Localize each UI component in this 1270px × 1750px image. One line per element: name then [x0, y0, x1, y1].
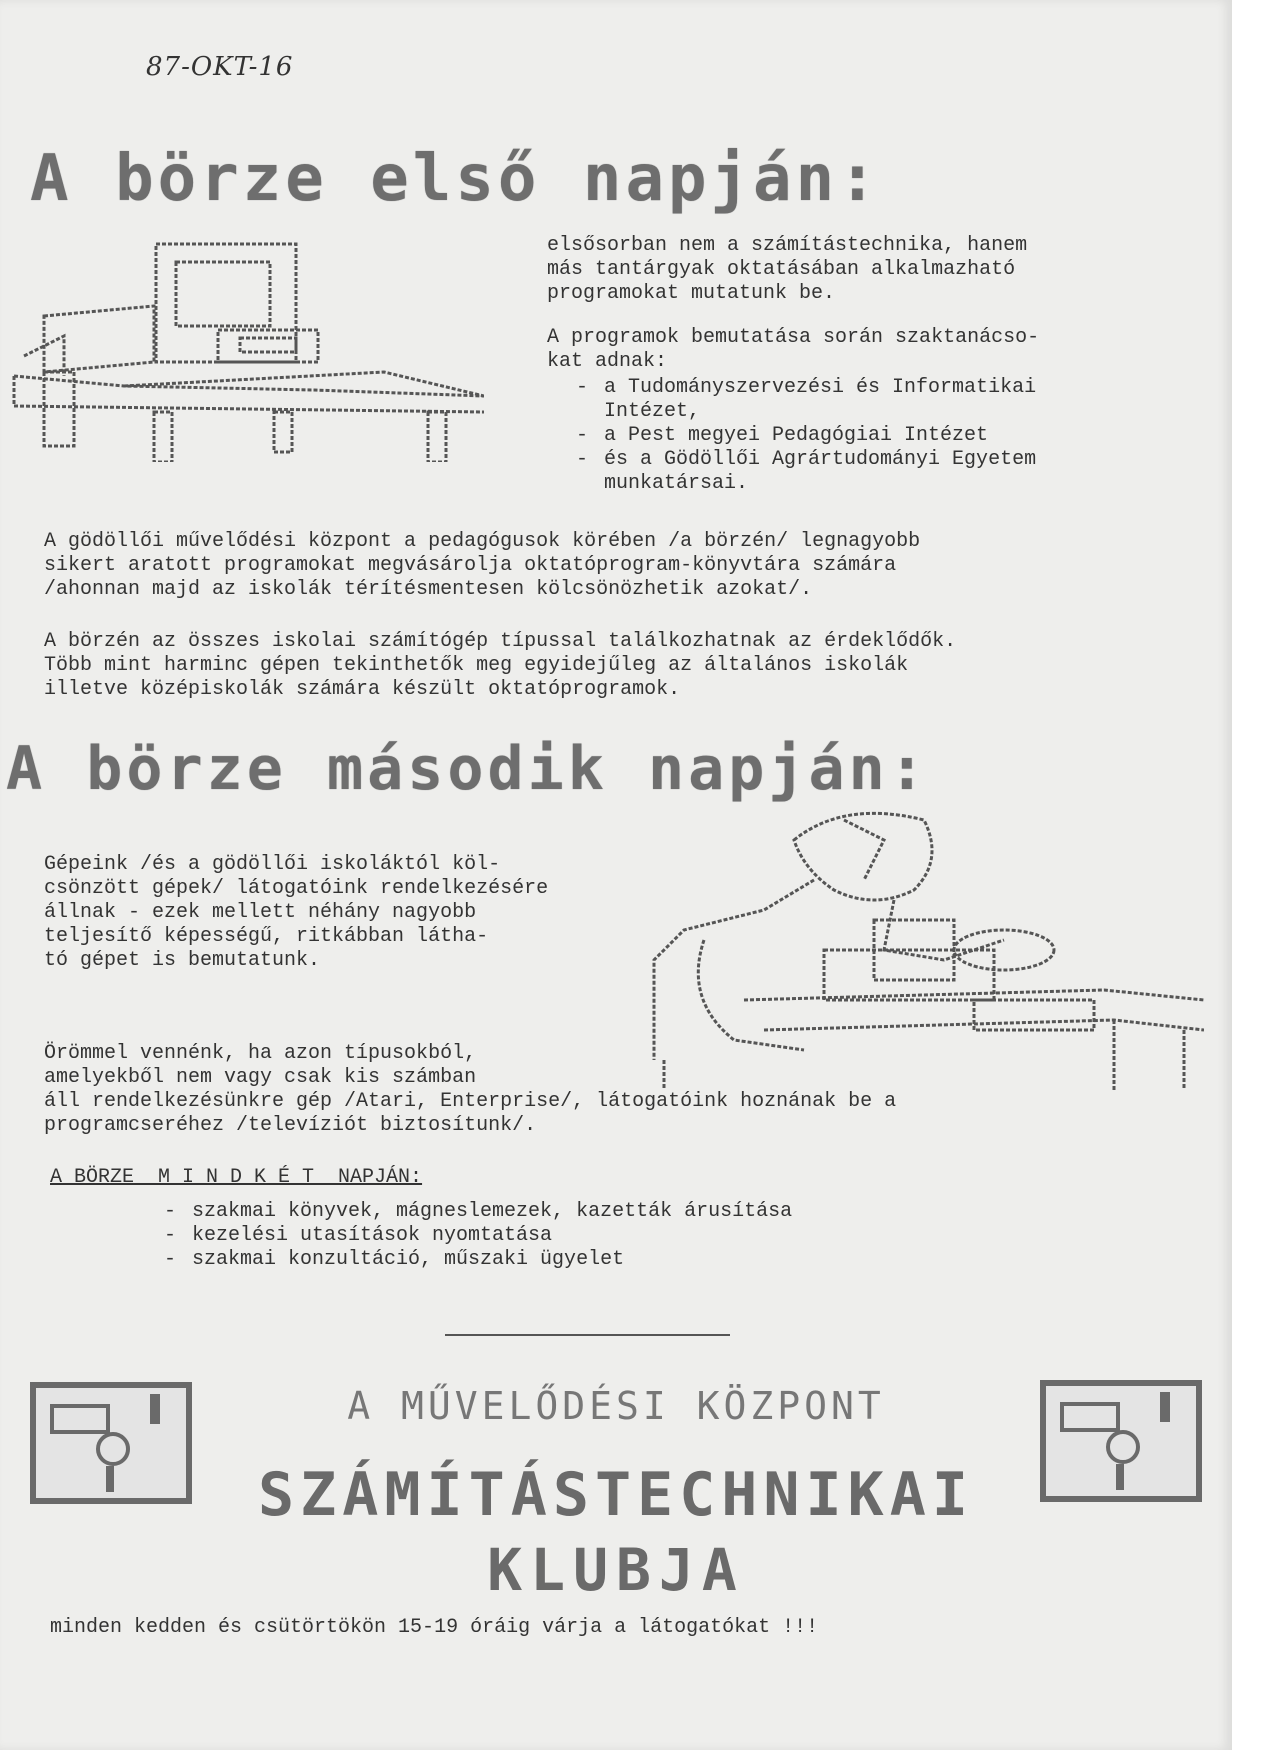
- list-item: [164, 1248, 792, 1272]
- list-item-text: a Tudományszervezési és Informatikai: [604, 376, 1037, 399]
- both-days-list: [164, 1200, 792, 1272]
- list-item-continuation: Intézet,: [604, 400, 701, 423]
- list-item: [164, 1224, 792, 1248]
- list-dash: -: [576, 376, 589, 399]
- list-item: [576, 448, 1036, 496]
- club-subtitle: KLUBJA: [487, 1536, 745, 1604]
- list-item: [164, 1200, 792, 1224]
- list-dash: -: [164, 1200, 177, 1223]
- day1-heading: A börze első napján:: [30, 142, 881, 216]
- list-item-text: kezelési utasítások nyomtatása: [192, 1224, 553, 1247]
- day1-advisors-intro: A programok bemutatása során szaktanácso- kat adnak:: [547, 326, 1040, 373]
- day1-types-paragraph: A börzén az összes iskolai számítógép típussal találkozhatnak az érdeklődők. Több mint harminc gépen tekinthetők meg egyidejűleg az általános iskolák illetve középiskolák számára készült oktatóprogramok.: [44, 630, 957, 701]
- divider-line: [445, 1334, 730, 1336]
- club-title: SZÁMÍTÁSTECHNIKAI: [257, 1460, 975, 1530]
- cultural-center-name: A MŰVELŐDÉSI KÖZPONT: [347, 1384, 885, 1428]
- both-days-heading: A BÖRZE M I N D K É T NAPJÁN:: [50, 1166, 423, 1189]
- list-dash: -: [164, 1248, 177, 1271]
- computer-desk-illustration: [4, 236, 484, 462]
- day1-advisors-list: [576, 376, 1036, 496]
- list-item-continuation: munkatársai.: [604, 472, 749, 495]
- list-item-text: szakmai könyvek, mágneslemezek, kazetták árusítása: [192, 1200, 793, 1223]
- list-item-text: és a Gödöllői Agrártudományi Egyetem: [604, 448, 1037, 471]
- day1-purchase-paragraph: A gödöllői művelődési központ a pedagógusok körében /a börzén/ legnagyobb sikert aratott programokat megvásárolja oktatóprogram-könyvtára számára /ahonnan majd az iskolák térítésmentesen kölcsönözhetik azokat/.: [44, 530, 921, 601]
- opening-hours: minden kedden és csütörtökön 15-19 óráig várja a látogatókat !!!: [50, 1616, 819, 1639]
- list-item-text: szakmai konzultáció, műszaki ügyelet: [192, 1248, 625, 1271]
- day1-intro: elsősorban nem a számítástechnika, hanem más tantárgyak oktatásában alkalmazható programokat mutatunk be.: [547, 234, 1028, 305]
- list-dash: -: [576, 424, 589, 447]
- day2-machines-paragraph: Gépeink /és a gödöllői iskoláktól köl- csönzött gépek/ látogatóink rendelkezésére állnak - ezek mellett néhány nagyobb teljesítő képességű, ritkábban látha- tó gépet is bemutatunk.: [44, 853, 549, 972]
- handwritten-date: 87-OKT-16: [146, 52, 294, 82]
- list-dash: -: [164, 1224, 177, 1247]
- list-item: [576, 376, 1036, 424]
- day2-heading: A börze második napján:: [6, 734, 929, 804]
- list-item: [576, 424, 1036, 448]
- list-item-text: a Pest megyei Pedagógiai Intézet: [604, 424, 989, 447]
- list-dash: -: [576, 448, 589, 471]
- day2-request-paragraph: Örömmel vennénk, ha azon típusokból, amelyekből nem vagy csak kis számban áll rendelkezésünkre gép /Atari, Enterprise/, látogatóink hoznának be a programcseréhez /televíziót biztosítunk/.: [44, 1042, 897, 1137]
- logo-circle-icon: [1106, 1430, 1140, 1464]
